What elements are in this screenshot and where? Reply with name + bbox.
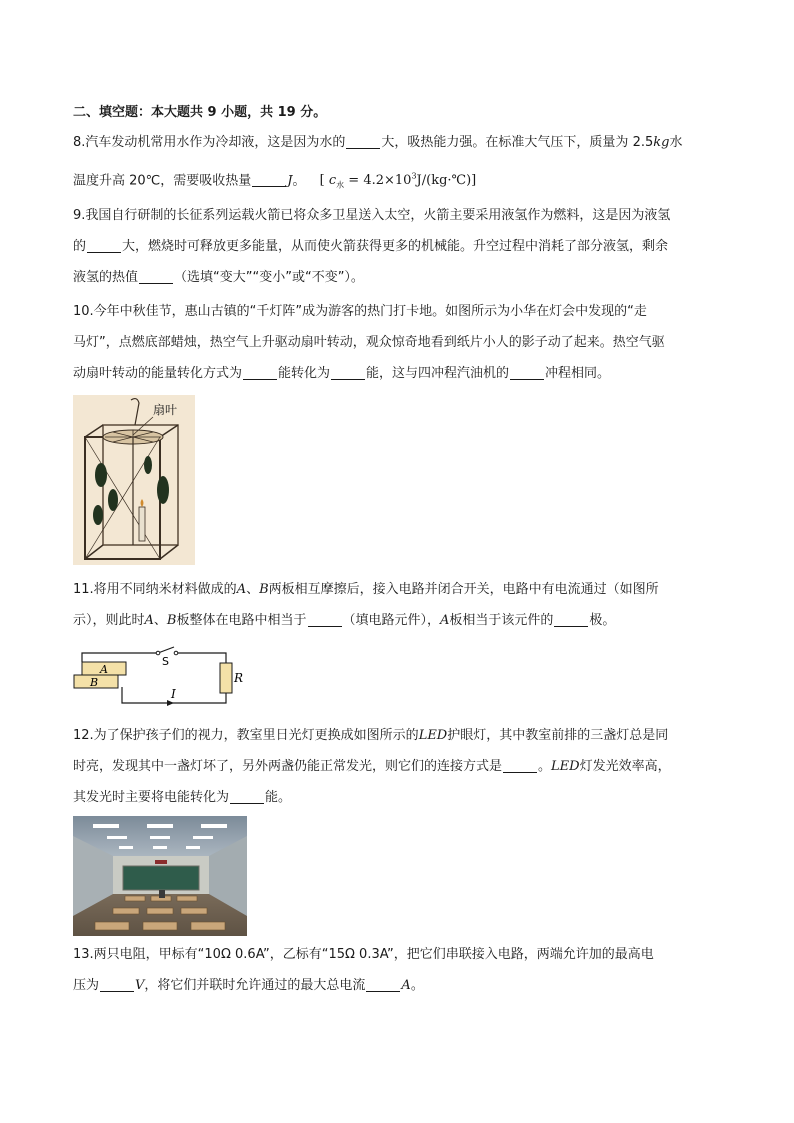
circuit-figure: [70, 645, 250, 711]
switch-label: S: [162, 655, 169, 668]
q8-blank-1[interactable]: [346, 134, 380, 149]
q8-line-2: 温度升高 20℃，需要吸收热量 J。 [ $c_水$ = $4.2\times 10^3J/(kg\cdot℃)$]: [73, 172, 477, 190]
plate-a-label: A: [100, 663, 108, 676]
classroom-photo: [73, 816, 247, 936]
q9-blank-2[interactable]: [139, 269, 173, 284]
specific-heat-formula: [ $c_水$ = $4.2\times 10^3J/(kg\cdot℃)$]: [319, 172, 477, 190]
q9-line-2: 的 大，燃烧时可释放更多能量，从而使火箭获得更多的机械能。升空过程中消耗了部分液氢，剩余: [73, 239, 669, 254]
q11-blank-1[interactable]: [308, 612, 342, 627]
q10-blank-2[interactable]: [331, 365, 365, 380]
q8-blank-2[interactable]: [252, 172, 286, 187]
q12-line-3: 其发光时主要将电能转化为 能。: [73, 790, 292, 805]
q8-line-1: 8.汽车发动机常用水作为冷却液，这是因为水的 大，吸热能力强。在标准大气压下，质量为 2.5kg水: [73, 135, 683, 150]
q9-line-1: 9.我国自行研制的长征系列运载火箭已将众多卫星送入太空，火箭主要采用液氢作为燃料，这是因为液氢: [73, 208, 671, 223]
plate-b-label: B: [90, 676, 99, 689]
resistor-label: R: [234, 671, 244, 685]
q10-blank-3[interactable]: [510, 365, 544, 380]
lantern-figure: [73, 395, 195, 565]
q13-line-1: 13.两只电阻，甲标有“10Ω 0.6A”，乙标有“15Ω 0.3A”，把它们串联接入电路，两端允许加的最高电: [73, 947, 654, 962]
q13-line-2: 压为 V，将它们并联时允许通过的最大总电流 A。: [73, 978, 424, 993]
current-label: I: [171, 687, 176, 701]
q12-line-1: 12.为了保护孩子们的视力，教室里日光灯更换成如图所示的LED护眼灯，其中教室前排的三盏灯总是同: [73, 728, 669, 743]
q12-blank-1[interactable]: [503, 758, 537, 773]
q10-blank-1[interactable]: [243, 365, 277, 380]
q10-line-3: 动扇叶转动的能量转化方式为 能转化为 能，这与四冲程汽油机的 冲程相同。: [73, 366, 611, 381]
q13-blank-2[interactable]: [366, 977, 400, 992]
q10-line-1: 10.今年中秋佳节，惠山古镇的“千灯阵”成为游客的热门打卡地。如图所示为小华在灯会中发现的“走: [73, 304, 647, 319]
fan-label: 扇叶: [153, 403, 178, 417]
q11-line-1: 11.将用不同纳米材料做成的A、B两板相互摩擦后，接入电路并闭合开关，电路中有电流通过（如图所: [73, 582, 659, 597]
q9-line-3: 液氢的热值 （选填“变大”“变小”或“不变”）。: [73, 270, 364, 285]
q11-blank-2[interactable]: [554, 612, 588, 627]
q11-line-2: 示），则此时A、B板整体在电路中相当于 （填电路元件），A板相当于该元件的 极。: [73, 613, 616, 628]
q10-line-2: 马灯”，点燃底部蜡烛，热空气上升驱动扇叶转动，观众惊奇地看到纸片小人的影子动了起来。热空气驱: [73, 335, 665, 350]
q12-line-2: 时亮，发现其中一盏灯坏了，另外两盏仍能正常发光，则它们的连接方式是 。LED灯发光效率高，: [73, 759, 671, 774]
q13-blank-1[interactable]: [100, 977, 134, 992]
q9-blank-1[interactable]: [87, 238, 121, 253]
section-heading: 二、填空题：本大题共 9 小题，共 19 分。: [73, 105, 327, 120]
q12-blank-2[interactable]: [230, 789, 264, 804]
